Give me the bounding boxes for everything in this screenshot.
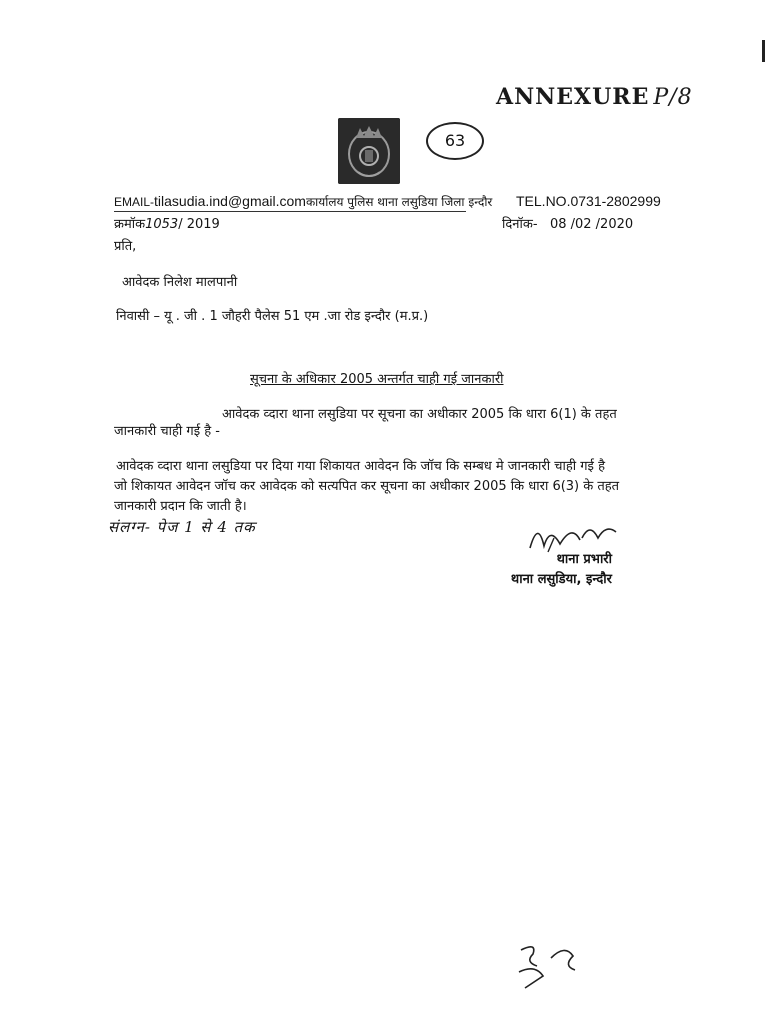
- recipient-prefix: प्रति,: [114, 239, 137, 254]
- page-number-circle: [426, 122, 484, 160]
- scan-edge-mark: [762, 40, 765, 62]
- signatory-title: थाना प्रभारी: [556, 552, 612, 567]
- letterhead-underline: [114, 211, 466, 212]
- handwritten-enclosure-note: संलग्न- पेज 1 से 4 तक: [108, 518, 256, 536]
- date-line: [502, 214, 633, 232]
- page-number: 63: [444, 131, 466, 150]
- letterhead-line: [114, 193, 661, 210]
- body-para2-line2: जो शिकायत आवेदन जॉच कर आवेदक को सत्यपित कर सूचना का अधीकार 2005 कि धारा 6(3) के तहत: [114, 479, 620, 494]
- body-para1-line2: जानकारी चाही गई है -: [114, 424, 220, 439]
- subject-heading: सूचना के अधिकार 2005 अन्तर्गत चाही गई जानकारी: [250, 372, 504, 387]
- office-name: कार्यालय पुलिस थाना लसुडिया जिला इन्दौर: [305, 195, 493, 209]
- date-value: 08 /02 /2020: [549, 217, 634, 232]
- signatory-station: थाना लसुडिया, इन्दौर: [510, 572, 612, 587]
- initials-scribble-icon: [515, 940, 585, 990]
- body-para1-line1: आवेदक व्दारा थाना लसुडिया पर सूचना का अधीकार 2005 कि धारा 6(1) के तहत: [222, 407, 617, 422]
- reference-label: क्रमॉक: [114, 217, 146, 232]
- annexure-suffix: P/8: [653, 85, 693, 110]
- body-para2: [114, 457, 654, 517]
- annexure-label: ANNEXURE: [496, 84, 650, 110]
- signatory-block: [486, 550, 612, 590]
- recipient-address: निवासी – यू . जी . 1 जौहरी पैलेस 51 एम .जा रोड इन्दौर (म.प्र.): [116, 309, 429, 324]
- reference-line: [114, 214, 220, 232]
- reference-year: / 2019: [178, 217, 220, 232]
- date-label: दिनॉक-: [502, 217, 538, 232]
- annexure-stamp: [496, 84, 693, 110]
- body-para2-line3: जानकारी प्रदान कि जाती है।: [114, 499, 247, 514]
- telephone-number: TEL.NO.0731-2802999: [516, 193, 661, 209]
- reference-number: 1053: [145, 217, 179, 232]
- body-para2-line1: आवेदक व्दारा थाना लसुडिया पर दिया गया शिकायत आवेदन कि जॉच कि सम्बध मे जानकारी चाही गई है: [116, 459, 605, 474]
- recipient-name: आवेदक निलेश मालपानी: [122, 275, 238, 290]
- email-label: EMAIL-: [114, 195, 155, 209]
- email-address: tilasudia.ind@gmail.com: [154, 193, 306, 209]
- police-emblem-icon: [338, 118, 400, 184]
